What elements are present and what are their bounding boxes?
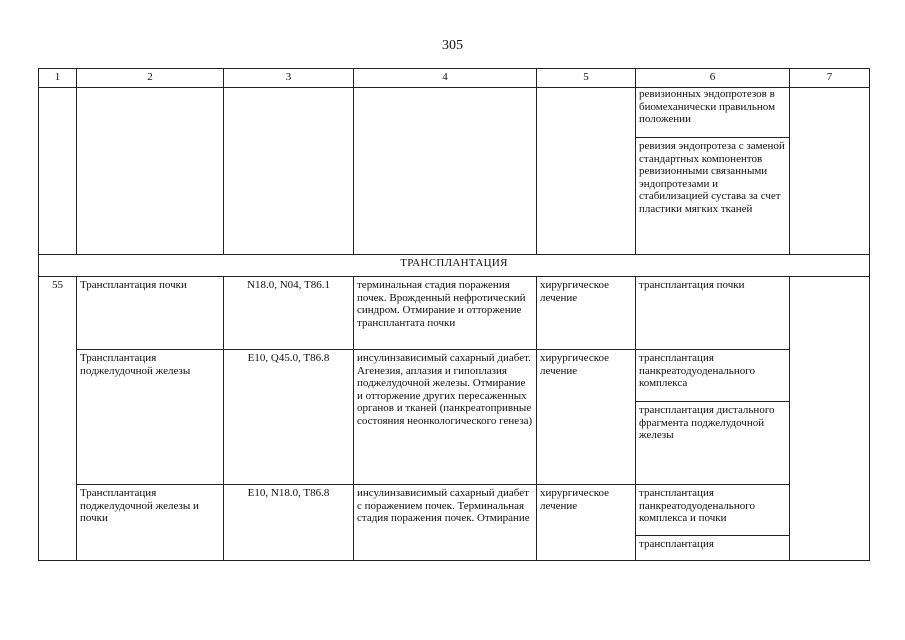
diagnosis: терминальная стадия поражения почек. Врожденный нефротический синдром. Отмирание и отторжение трансплантата почки xyxy=(354,277,537,350)
column-header: 6 xyxy=(636,69,790,88)
icd-codes: E10, Q45.0, T86.8 xyxy=(224,350,354,485)
column-header: 4 xyxy=(354,69,537,88)
procedure-name: Трансплантация поджелудочной железы xyxy=(77,350,224,485)
empty-cell xyxy=(354,88,537,255)
carry-over-row xyxy=(39,88,870,138)
icd-codes: E10, N18.0, T86.8 xyxy=(224,485,354,561)
method-cell: трансплантация почки xyxy=(636,277,790,350)
column-header: 3 xyxy=(224,69,354,88)
section-row xyxy=(39,255,870,277)
column-header: 5 xyxy=(537,69,636,88)
empty-cell xyxy=(790,88,870,255)
column-header: 7 xyxy=(790,69,870,88)
icd-codes: N18.0, N04, T86.1 xyxy=(224,277,354,350)
method-cell: трансплантация xyxy=(636,536,790,561)
empty-cell xyxy=(224,88,354,255)
procedure-name: Трансплантация почки xyxy=(77,277,224,350)
column-header: 1 xyxy=(39,69,77,88)
empty-cell xyxy=(39,88,77,255)
treatment-type: хирургическое лечение xyxy=(537,485,636,561)
method-cell: ревизия эндопротеза с заменой стандартных компонентов ревизионными связанными эндопротезами и стабилизацией сустава за счет пластики мягких тканей xyxy=(636,138,790,255)
diagnosis: инсулинзависимый сахарный диабет с поражением почек. Терминальная стадия поражения почек. Отмирание xyxy=(354,485,537,561)
diagnosis: инсулинзависимый сахарный диабет. Агенезия, аплазия и гипоплазия поджелудочной железы. Отмирание и отторжение других пересаженных органов и тканей (панкреатопривные состояния неонкологического генеза) xyxy=(354,350,537,485)
method-cell: трансплантация панкреатодуоденального комплекса xyxy=(636,350,790,402)
method-cell: трансплантация дистального фрагмента поджелудочной железы xyxy=(636,402,790,485)
method-cell: ревизионных эндопротезов в биомеханически правильном положении xyxy=(636,88,790,138)
row-number: 55 xyxy=(39,277,77,561)
procedure-name: Трансплантация поджелудочной железы и почки xyxy=(77,485,224,561)
table-row xyxy=(39,277,870,350)
table-row xyxy=(39,350,870,402)
treatment-type: хирургическое лечение xyxy=(537,350,636,485)
page-number: 305 xyxy=(442,38,463,53)
empty-cell xyxy=(790,277,870,561)
header-row xyxy=(39,69,870,88)
column-header: 2 xyxy=(77,69,224,88)
procedures-table xyxy=(38,68,870,561)
treatment-type: хирургическое лечение xyxy=(537,277,636,350)
table-row xyxy=(39,485,870,536)
section-title: ТРАНСПЛАНТАЦИЯ xyxy=(39,255,870,277)
method-cell: трансплантация панкреатодуоденального комплекса и почки xyxy=(636,485,790,536)
empty-cell xyxy=(77,88,224,255)
empty-cell xyxy=(537,88,636,255)
